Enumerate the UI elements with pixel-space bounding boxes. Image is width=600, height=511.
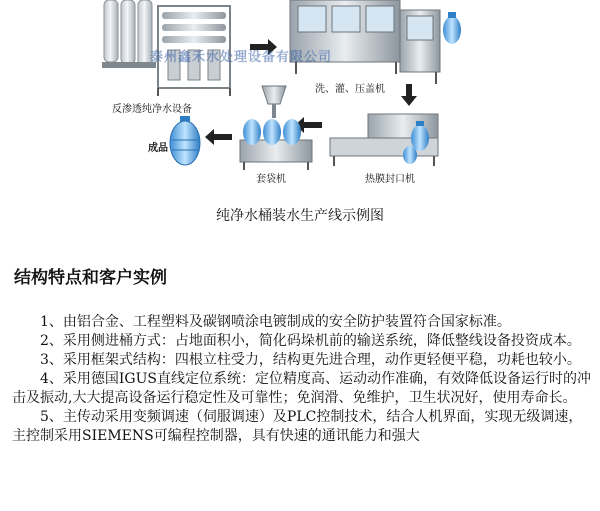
production-line-diagram — [0, 0, 600, 200]
wash-fill-cap-machine — [290, 0, 461, 84]
feature-item: 4、采用德国IGUS直线定位系统：定位精度高、运动动作准确，有效降低设备运行时的冲击及振动,大大提高设备运行稳定性及可靠性；免润滑、免维护，卫生状况好，使用寿命长。 — [12, 371, 592, 406]
company-watermark: 泰州鑫禾水处理设备有限公司 — [150, 50, 333, 65]
label-ro-equipment: 反渗透纯净水设备 — [112, 104, 192, 115]
feature-item: 2、采用侧进桶方式：占地面积小，简化码垛机前的输送系统，降低整线设备投资成本。 — [40, 333, 581, 349]
figure-caption: 纯净水桶装水生产线示例图 — [216, 208, 384, 224]
arrow-down — [401, 84, 417, 106]
label-bagging: 套袋机 — [256, 174, 286, 185]
finished-bottle — [170, 116, 200, 165]
heat-shrink-sealer — [330, 114, 438, 166]
arrow-left-to-product — [205, 129, 232, 145]
label-wash-fill-cap: 洗、灌、压盖机 — [315, 84, 385, 95]
ro-tanks — [102, 0, 156, 68]
feature-item: 5、主传动采用变频调速（伺服调速）及PLC控制技术，结合人机界面，实现无级调速，主控制采用SIEMENS可编程控制器，具有快速的通讯能力和强大 — [12, 409, 583, 444]
feature-list — [12, 313, 592, 446]
feature-item: 3、采用框架式结构：四根立柱受力，结构更先进合理，动作更轻便平稳，功耗也较小。 — [40, 352, 581, 368]
feature-item: 1、由铝合金、工程塑料及碳钢喷涂电镀制成的安全防护装置符合国家标准。 — [40, 314, 511, 330]
label-product: 成品 — [148, 143, 168, 154]
label-heat-shrink: 热膜封口机 — [365, 174, 415, 185]
section-heading: 结构特点和客户实例 — [14, 268, 167, 288]
production-line-illustration — [0, 0, 600, 200]
